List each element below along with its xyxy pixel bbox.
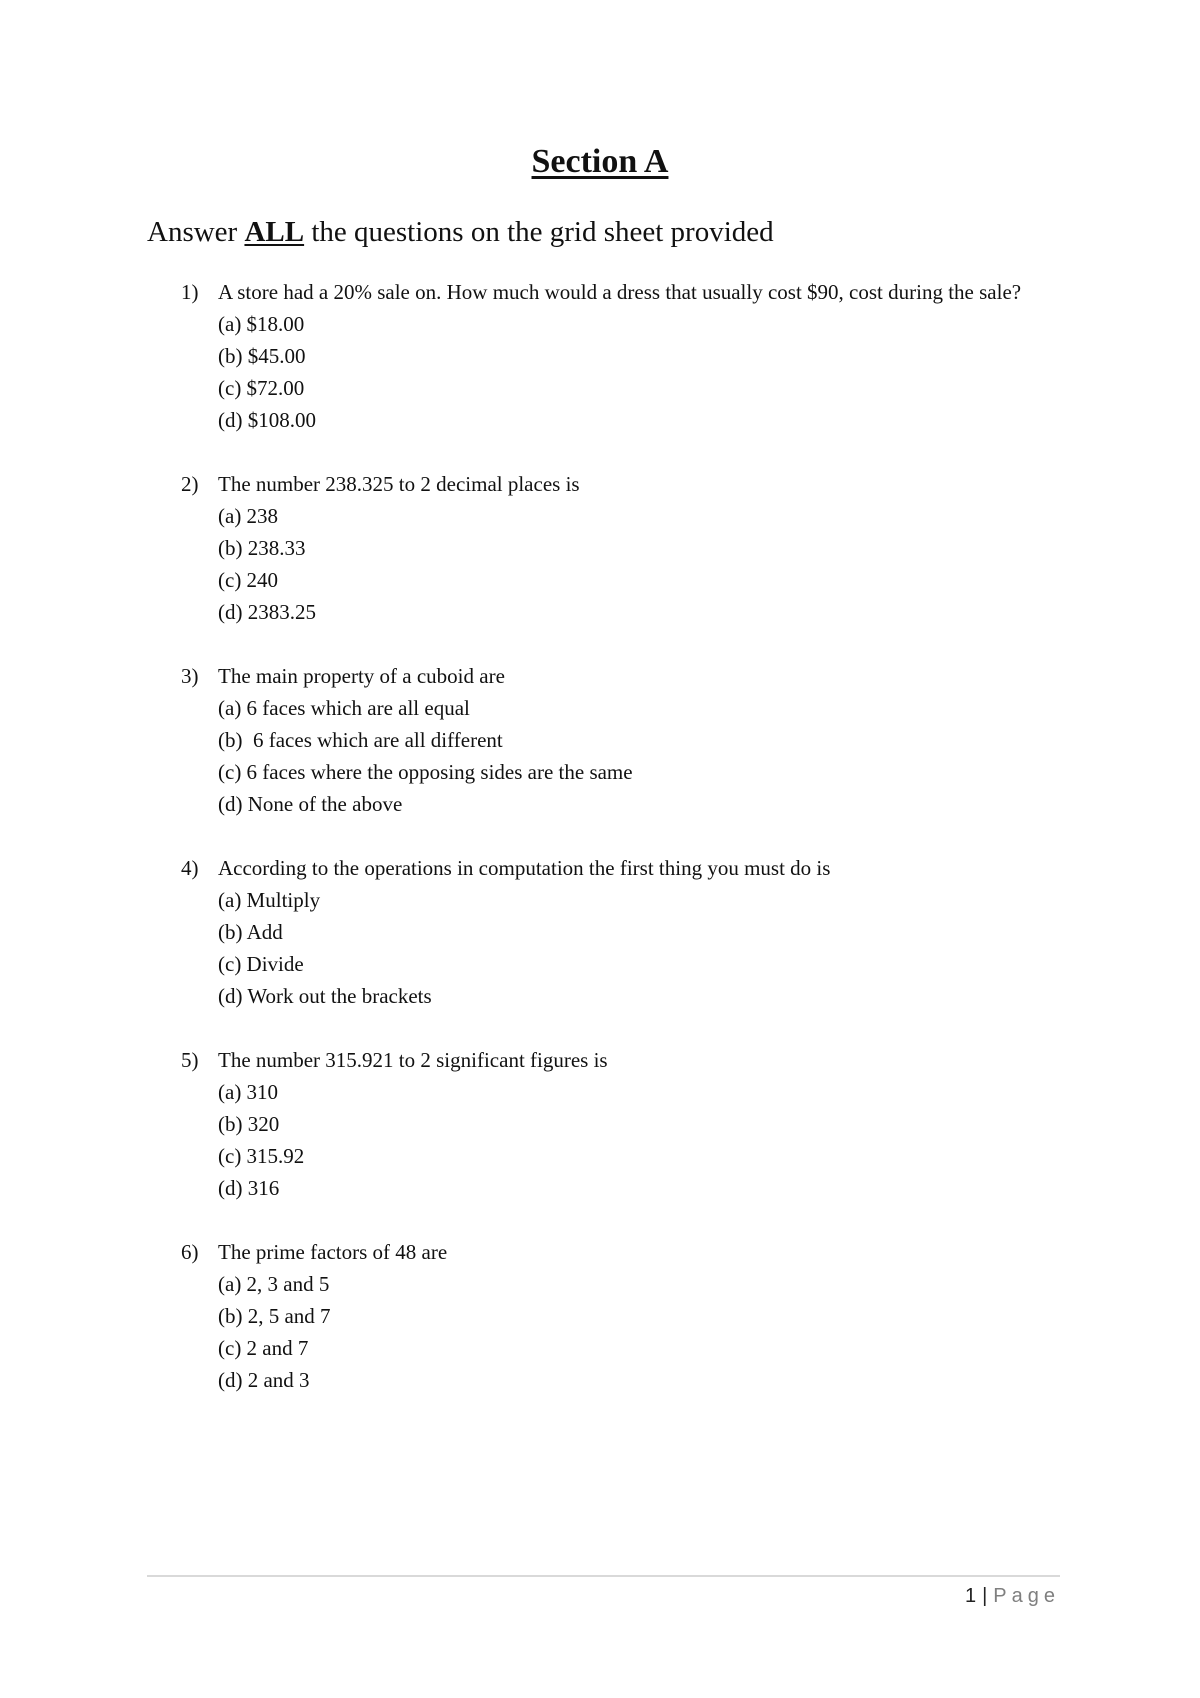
question-text: The number 315.921 to 2 significant figures is xyxy=(218,1048,608,1072)
instruction-prefix: Answer xyxy=(147,216,245,248)
option-list xyxy=(218,1076,1076,1204)
question-text: According to the operations in computation the first thing you must do is xyxy=(218,856,831,880)
option-list xyxy=(218,692,1076,820)
footer-separator: | xyxy=(982,1585,988,1607)
question-number: 4) xyxy=(181,856,199,880)
option-b: (b) 320 xyxy=(218,1112,280,1136)
option-d: (d) Work out the brackets xyxy=(218,984,432,1008)
option-d: (d) 2 and 3 xyxy=(218,1368,310,1392)
option-b: (b) 2, 5 and 7 xyxy=(218,1304,331,1328)
option-a: (a) Multiply xyxy=(218,888,321,912)
option-d: (d) $108.00 xyxy=(218,408,316,432)
option-d: (d) 316 xyxy=(218,1176,280,1200)
instruction-suffix: the questions on the grid sheet provided xyxy=(304,216,774,248)
option-b: (b) 238.33 xyxy=(218,536,306,560)
option-a: (a) $18.00 xyxy=(218,312,305,336)
option-list xyxy=(218,884,1076,1012)
page-footer xyxy=(965,1582,1060,1610)
page-number: 1 xyxy=(964,1585,977,1607)
question-text: The number 238.325 to 2 decimal places is xyxy=(218,472,580,496)
question-text: The prime factors of 48 are xyxy=(218,1240,448,1264)
option-a: (a) 2, 3 and 5 xyxy=(218,1272,330,1296)
option-list xyxy=(218,500,1076,628)
question-list xyxy=(181,276,1076,1396)
question-5 xyxy=(181,1044,1076,1204)
option-a: (a) 238 xyxy=(218,504,279,528)
question-number: 5) xyxy=(181,1048,199,1072)
instruction-emphasis: ALL xyxy=(244,216,305,248)
option-d: (d) None of the above xyxy=(218,792,403,816)
question-number: 2) xyxy=(181,472,199,496)
question-2 xyxy=(181,468,1076,628)
page-label: Page xyxy=(993,1585,1060,1607)
option-c: (c) 2 and 7 xyxy=(218,1336,309,1360)
question-number: 3) xyxy=(181,664,199,688)
question-6 xyxy=(181,1236,1076,1396)
question-1 xyxy=(181,276,1076,436)
option-c: (c) 315.92 xyxy=(218,1144,305,1168)
option-a: (a) 6 faces which are all equal xyxy=(218,696,470,720)
question-number: 1) xyxy=(181,280,199,304)
option-c: (c) $72.00 xyxy=(218,376,305,400)
option-list xyxy=(218,1268,1076,1396)
instruction-text xyxy=(147,214,774,250)
option-d: (d) 2383.25 xyxy=(218,600,316,624)
question-4 xyxy=(181,852,1076,1012)
option-c: (c) Divide xyxy=(218,952,304,976)
option-list xyxy=(218,308,1076,436)
question-number: 6) xyxy=(181,1240,199,1264)
question-3 xyxy=(181,660,1076,820)
question-text: A store had a 20% sale on. How much would a dress that usually cost $90, cost during the sale? xyxy=(218,280,1022,304)
option-b: (b) 6 faces which are all different xyxy=(218,728,503,752)
section-title: Section A xyxy=(531,143,669,180)
option-c: (c) 6 faces where the opposing sides are the same xyxy=(218,760,633,784)
option-b: (b) Add xyxy=(218,920,283,944)
option-c: (c) 240 xyxy=(218,568,279,592)
option-b: (b) $45.00 xyxy=(218,344,306,368)
option-a: (a) 310 xyxy=(218,1080,279,1104)
footer-divider xyxy=(147,1575,1060,1577)
question-text: The main property of a cuboid are xyxy=(218,664,505,688)
